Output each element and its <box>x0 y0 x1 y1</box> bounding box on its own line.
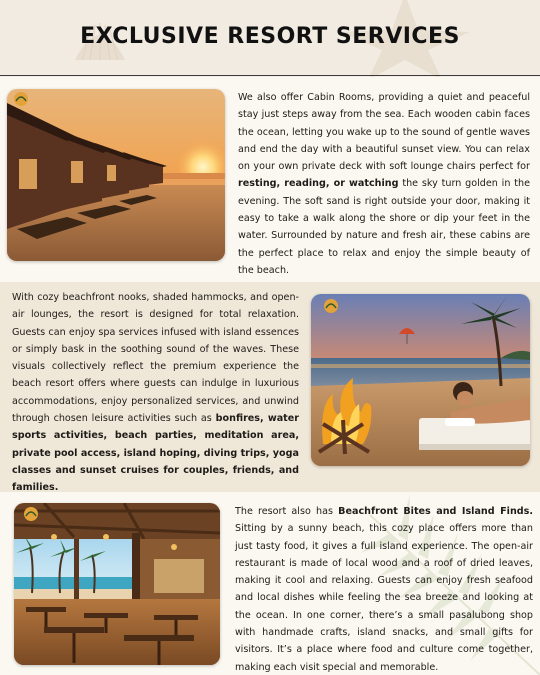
restaurant-photo <box>14 503 220 665</box>
leisure-text-emphasis: bonfires, water sports activities, beach parties, meditation area, private pool access, island hoping, diving trips, yoga classes and sunset cruises for couples, friends, and families. <box>12 413 299 494</box>
header-divider <box>0 75 540 76</box>
restaurant-text-part: The resort also has <box>235 506 339 517</box>
restaurant-text-emphasis: Beachfront Bites and Island Finds. <box>338 506 534 517</box>
beach-cabins-photo <box>7 89 225 261</box>
cabins-text-part: the sky turn golden in the evening. The soft sand is right outside your door, making it easy to take a walk along the shore or dip your feet in the water. Surrounded by nature and fresh air, these cabins are the perfect place to relax and enjoy the simple beauty of the beach. <box>238 178 530 276</box>
restaurant-description <box>235 503 533 675</box>
cabins-text-emphasis: resting, reading, or watching <box>238 178 399 190</box>
cabins-description <box>238 89 530 279</box>
page-title: EXCLUSIVE RESORT SERVICES <box>80 24 460 49</box>
cabins-text-part: We also offer Cabin Rooms, providing a quiet and peaceful stay just steps away from the sea. Each wooden cabin faces the ocean, letting you wake up to the sound of gentle waves and end the day with a beautiful sunset view. You can relax on your own private deck with soft lounge chairs perfect for <box>238 92 530 173</box>
header <box>0 0 540 76</box>
restaurant-text-part: Sitting by a sunny beach, this cozy place offers more than just tasty food, it gives a full island experience. The open-air restaurant is made of local wood and a roof of dried leaves, making it cool and relaxing. Guests can enjoy fresh seafood and local dishes while feeling the sea breeze and looking at the ocean. In one corner, there’s a small pasalubong shop with handmade crafts, island snacks, and small gifts for visitors. It’s a place where food and culture come together, making each visit special and memorable. <box>235 523 533 673</box>
leisure-text-part: With cozy beachfront nooks, shaded hammocks, and open-air lounges, the resort is designed for total relaxation. Guests can enjoy spa services infused with island essences or simply bask in the soothing sound of the waves. These visuals collectively reflect the premium experience the beach resort offers where guests can indulge in luxurious accommodations, enjoy personalized services, and unwind through chosen leisure activities such as <box>12 292 299 425</box>
leisure-description <box>12 289 299 497</box>
bonfire-spa-photo <box>311 294 530 466</box>
